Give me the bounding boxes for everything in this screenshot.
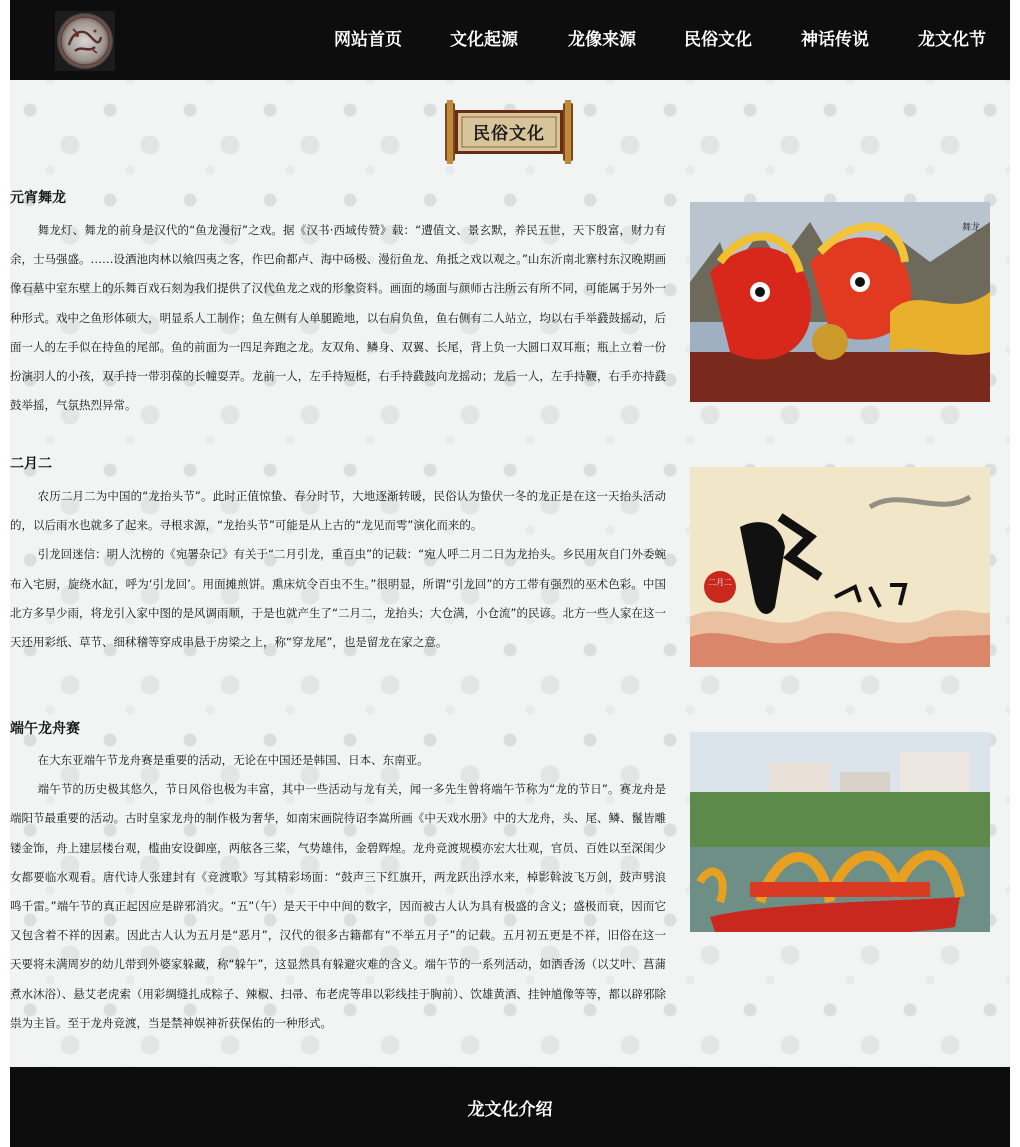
page-title: 民俗文化 xyxy=(473,124,545,144)
paragraph: 端午节的历史极其悠久，节日风俗也极为丰富，其中一些活动与龙有关，闻一多先生曾将端午节称为“龙的节日”。赛龙舟是端阳节最重要的活动。古时皇家龙舟的制作极为奢华，如南宋画院待诏李嵩所画《中天戏水册》中的大龙舟，头、尾、鳞、鬣皆雕镂金饰，舟上建层楼台观，槛曲安设御座，两舷各三桨，气势雄伟，金碧辉煌。龙舟竞渡规模亦宏大壮观，官员、百姓以至深闺少女都要临水观看。唐代诗人张建封有《竞渡歌》写其精彩场面：“鼓声三下红旗开，两龙跃出浮水来，棹影斡波飞万剑，鼓声劈浪鸣千雷。”端午节的真正起因应是辟邪消灾。“五”（午）是天干中中间的数字，因而被古人认为具有极盛的含义；盛极而衰，因而它又包含着不祥的因素。因此古人认为五月是“恶月”，汉代的很多古籍都有“不举五月子”的记载。五月初五更是不祥，旧俗在这一天要将未满周岁的幼儿带到外婆家躲藏，称“躲午”，这显然具有躲避灾难的含义。端午节的一系列活动，如洒香汤（以艾叶、菖蒲煮水沐浴）、悬艾老虎索（用彩绸缝扎成粽子、辣椒、扫帚、布老虎等串以彩线挂于胸前）、饮雄黄酒、挂钟馗像等等，都以辟邪除祟为主旨。至于龙舟竞渡，当是禁神娱神祈获保佑的一种形式。 xyxy=(10,782,666,1030)
paragraph: 舞龙灯、舞龙的前身是汉代的“鱼龙漫衍”之戏。据《汉书·西域传赞》载：“遭值文、景玄默，养民五世，天下殷富，财力有余，士马强盛。……设酒池肉林以飨四夷之客，作巴俞都卢、海中砀极、漫衍鱼龙、角抵之戏以观之。”山东沂南北寨村东汉晚期画像石墓中室东壁上的乐舞百戏石刻为我们提供了汉代鱼龙之戏的形象资料。画面的场面与颜师古注所云有所不同，可能属于另外一种形式。戏中之鱼形体硕大，明显系人工制作；鱼左侧有人单腿跪地，以右肩负鱼，鱼右侧有二人站立，均以右手举鼗鼓摇动，后面一人的左手似在持鱼的尾部。鱼的前面为一四足奔跑之龙。友双角、鳞身、双翼、长尾，背上负一大圆口双耳瓶；瓶上立着一份扮演羽人的小孩，双手持一带羽葆的长幢耍弄。龙前一人，左手持短梃，右手持鼗鼓向龙摇动；龙后一人，左手持鞭，右手亦持鼗鼓举摇，气氛热烈异常。 xyxy=(10,223,666,413)
paragraph: 农历二月二为中国的“龙抬头节”。此时正值惊蛰、春分时节，大地逐渐转暖，民俗认为蛰伏一冬的龙正是在这一天抬头活动的，以后雨水也就多了起来。寻根求源，“龙抬头节”可能是从上古的“龙见而雩”演化而来的。 xyxy=(10,489,666,533)
nav-item-dragon-image-origin[interactable]: 龙像来源 xyxy=(568,30,636,50)
section-title-dragon-boat-race: 端午龙舟赛 xyxy=(10,721,80,737)
photo-stamp-text: 舞龙 xyxy=(961,223,981,233)
section-body-second-month xyxy=(10,482,666,657)
dragon-boat-photo xyxy=(690,732,990,932)
footer xyxy=(10,1067,1010,1147)
dragon-raises-head-photo xyxy=(690,467,990,667)
page-title-plaque xyxy=(443,100,575,164)
section-title-lantern-dragon-dance: 元宵舞龙 xyxy=(10,190,66,206)
paragraph: 引龙回迷信：明人沈榜的《宛署杂记》有关于“二月引龙，重百虫”的记载：“宛人呼二月二日为龙抬头。乡民用灰自门外委蜿布入宅厨，旋绕水缸，呼为‘引龙回’。用面摊煎饼。熏床炕令百虫不生。”很明显，所谓“引龙回”的方工带有强烈的巫术色彩。中国北方多旱少雨，将龙引入家中图的是风调雨顺，于是也就产生了“二月二，龙抬头；大仓满，小仓流”的民谚。北方一些人家在这一天还用彩纸、草节、细秫稽等穿成串悬于房梁之上，称“穿龙尾”，也是留龙在家之意。 xyxy=(10,547,666,650)
nav-item-culture-origin[interactable]: 文化起源 xyxy=(450,30,518,50)
main-nav xyxy=(10,0,1010,80)
nav-item-dragon-festival[interactable]: 龙文化节 xyxy=(918,30,986,50)
nav-item-home[interactable]: 网站首页 xyxy=(334,30,402,50)
dragon-boat-image-icon xyxy=(690,732,990,932)
photo-stamp-text: 二月二 xyxy=(708,578,732,587)
nav-item-folk-culture[interactable]: 民俗文化 xyxy=(684,30,752,50)
page xyxy=(10,0,1010,1147)
dragon-dance-image-icon xyxy=(690,202,990,402)
dragon-dance-photo xyxy=(690,202,990,402)
section-body-lantern-dragon-dance xyxy=(10,216,666,420)
paragraph: 在大东亚端午节龙舟赛是重要的活动，无论在中国还是韩国、日本、东南亚。 xyxy=(37,753,429,767)
header xyxy=(10,0,1010,80)
section-body-dragon-boat-race xyxy=(10,746,666,1038)
section-title-second-month: 二月二 xyxy=(10,456,52,472)
footer-link-dragon-culture-intro[interactable]: 龙文化介绍 xyxy=(467,1100,553,1120)
nav-item-myths-legends[interactable]: 神话传说 xyxy=(801,30,869,50)
dragon-raises-head-image-icon xyxy=(690,467,990,667)
